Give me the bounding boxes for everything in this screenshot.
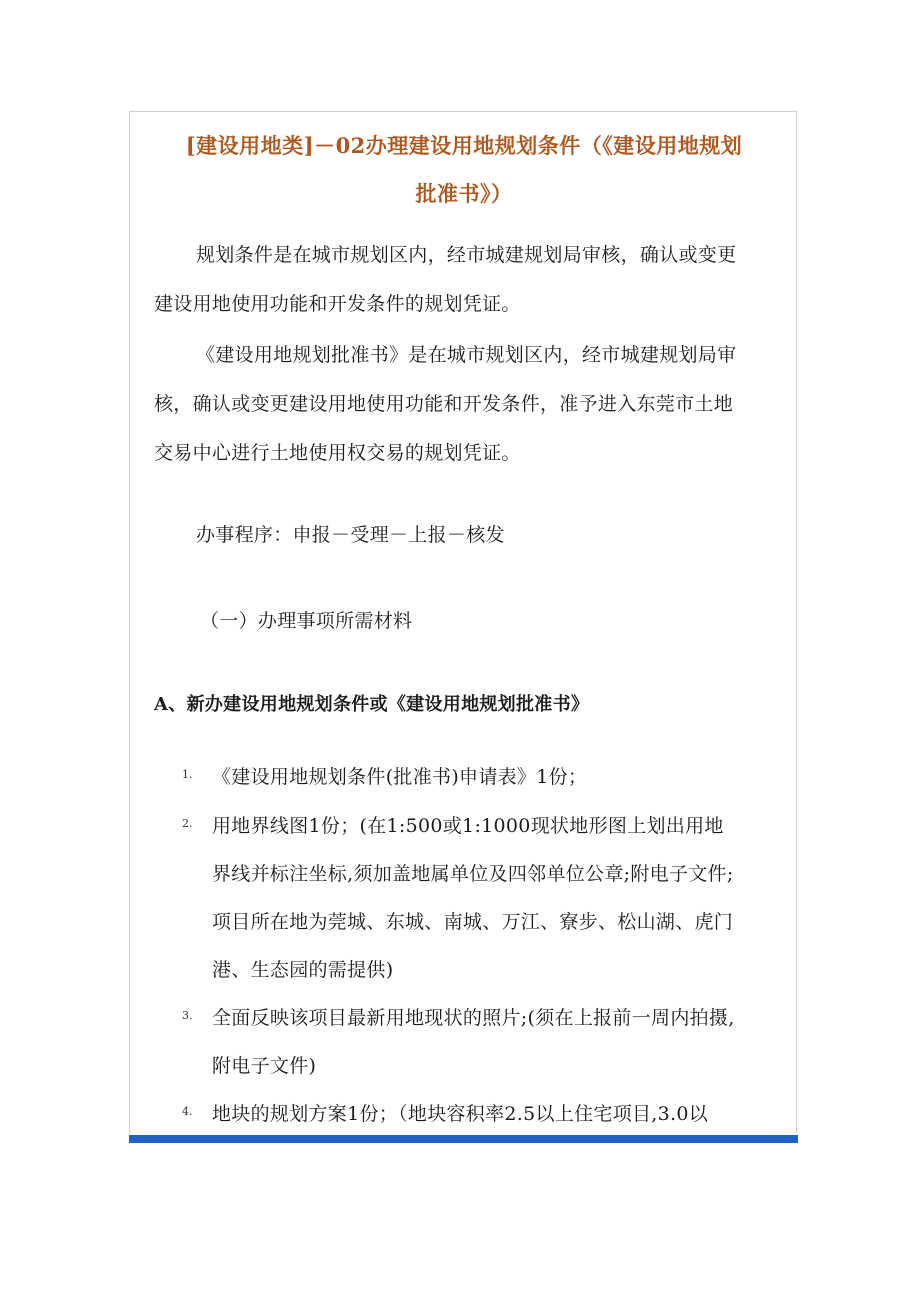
item2-line4: 港、生态园的需提供) — [212, 959, 394, 981]
list-number: 1. — [182, 768, 193, 781]
item3-line1: 全面反映该项目最新用地现状的照片;(须在上报前一周内拍摄, — [212, 1007, 735, 1029]
item2-line3: 项目所在地为莞城、东城、南城、万江、寮步、松山湖、虎门 — [212, 911, 734, 933]
section-materials-heading: （一）办理事项所需材料 — [200, 610, 413, 632]
list-number: 2. — [182, 817, 193, 830]
section-a-heading: A、新办建设用地规划条件或《建设用地规划批准书》 — [154, 694, 590, 715]
procedure-text: 办事程序：申报－受理－上报－核发 — [196, 524, 505, 546]
item3-line2: 附电子文件) — [212, 1055, 317, 1077]
para1-line2: 建设用地使用功能和开发条件的规划凭证。 — [154, 293, 521, 315]
item4-line1: 地块的规划方案1份；（地块容积率2.5以上住宅项目,3.0以 — [212, 1103, 709, 1125]
document-title-line2: 批准书》） — [415, 181, 513, 206]
item2-line2: 界线并标注坐标,须加盖地属单位及四邻单位公章;附电子文件; — [212, 863, 734, 885]
para2-line2: 核，确认或变更建设用地使用功能和开发条件，准予进入东莞市土地 — [154, 393, 734, 415]
para2-line1: 《建设用地规划批准书》是在城市规划区内，经市城建规划局审 — [196, 344, 737, 366]
item1-line1: 《建设用地规划条件(批准书)申请表》1份； — [212, 766, 588, 788]
list-number: 4. — [182, 1105, 193, 1118]
para2-line3: 交易中心进行土地使用权交易的规划凭证。 — [154, 442, 521, 464]
item2-line1: 用地界线图1份；(在1:500或1:1000现状地形图上划出用地 — [212, 815, 724, 837]
document-page — [129, 111, 797, 1133]
list-number: 3. — [182, 1009, 193, 1022]
page-bottom-rule — [129, 1135, 798, 1143]
para1-line1: 规划条件是在城市规划区内，经市城建规划局审核，确认或变更 — [196, 244, 737, 266]
document-title-line1: [建设用地类]－02办理建设用地规划条件（《建设用地规划 — [185, 133, 743, 158]
